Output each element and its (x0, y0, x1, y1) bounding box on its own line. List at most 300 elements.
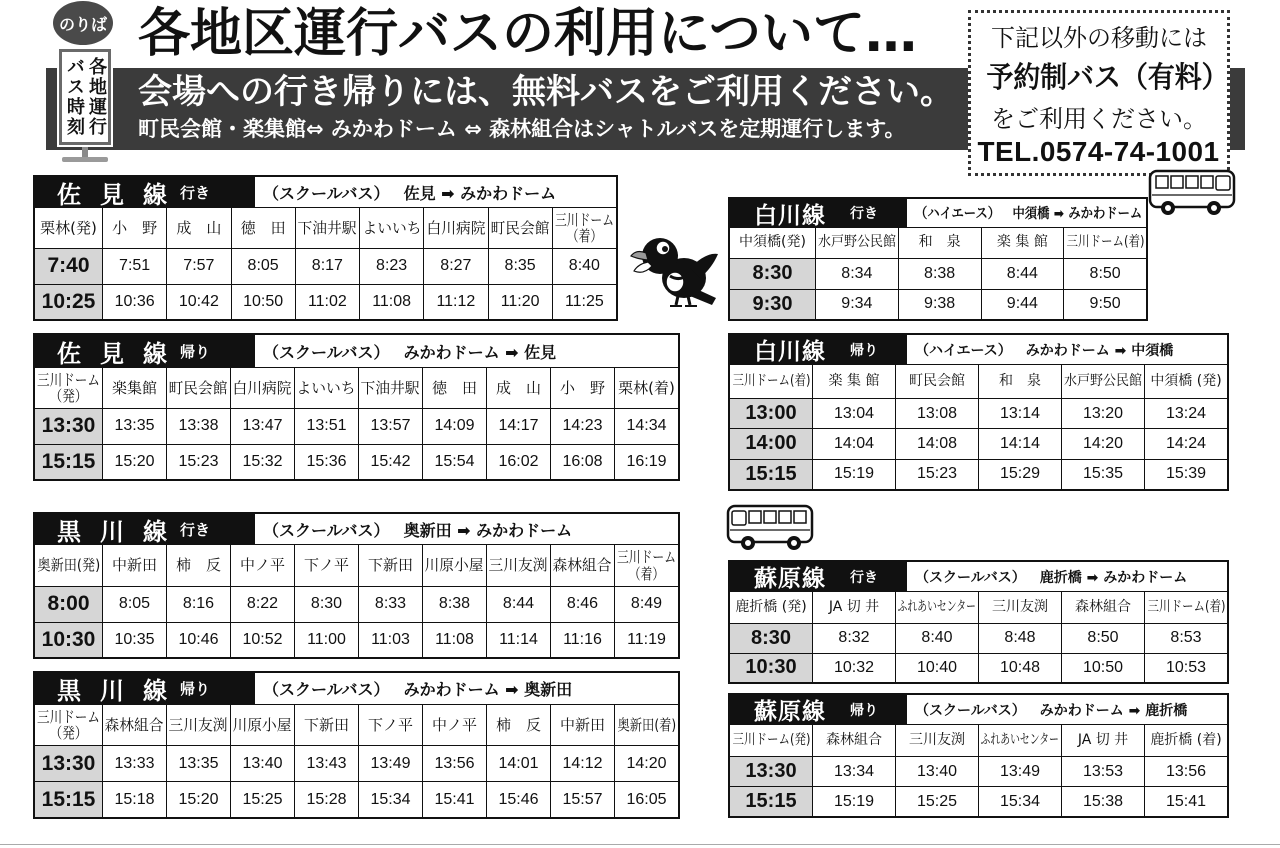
departure-time-cell (730, 460, 812, 489)
stop-header-cell (167, 368, 230, 408)
stop-time: 13:08 (916, 404, 958, 422)
departure-time-cell (35, 285, 102, 320)
stop-name: 中新田 (111, 556, 157, 575)
stop-name: 下ノ平 (367, 715, 413, 734)
timetable-grid (730, 228, 1146, 319)
time-cell (295, 409, 358, 444)
stop-time: 11:14 (499, 630, 538, 648)
time-cell (487, 445, 550, 480)
stop-header-cell (35, 545, 102, 586)
stop-time: 16:05 (626, 790, 667, 808)
stop-name: 栗林(着) (618, 378, 675, 397)
departure-time: 8:30 (752, 262, 793, 285)
stop-time: 11:02 (307, 292, 347, 310)
stop-header-cell (899, 228, 981, 258)
route-box (907, 335, 1227, 364)
line-name: 白川線 (754, 202, 826, 229)
time-cell (1062, 429, 1144, 458)
stop-time: 10:53 (1165, 658, 1207, 676)
time-cell (896, 757, 978, 786)
stop-header-cell (615, 545, 678, 586)
stop-time: 13:40 (242, 754, 283, 772)
stop-header-cell (423, 545, 486, 586)
stop-time: 16:02 (498, 452, 539, 470)
time-cell (615, 623, 678, 658)
line-name: 蘇原線 (754, 566, 826, 592)
time-cell (103, 285, 166, 320)
time-cell (813, 787, 895, 816)
departure-time-cell (35, 409, 102, 444)
time-cell (615, 587, 678, 622)
stop-header-cell (103, 368, 166, 408)
stop-time: 13:53 (1082, 762, 1124, 780)
stop-name: 小 野 (112, 218, 158, 237)
time-cell (103, 746, 166, 781)
stop-header-cell (359, 368, 422, 408)
stop-time: 10:42 (178, 292, 219, 310)
sign-text-right: 各地運行 (86, 57, 107, 137)
stop-name: 三川友渕 (168, 715, 228, 734)
stop-time: 15:23 (916, 465, 958, 483)
time-cell (296, 249, 359, 284)
time-cell (1064, 290, 1146, 320)
time-cell (979, 460, 1061, 489)
bus-icon (1148, 168, 1238, 218)
stop-time: 15:20 (178, 790, 219, 808)
time-cell (231, 623, 294, 658)
stop-name: 中ノ平 (431, 715, 477, 734)
stop-time: 13:51 (306, 417, 347, 435)
time-cell (896, 429, 978, 458)
stop-time: 11:00 (307, 630, 346, 648)
time-cell (424, 249, 487, 284)
departure-time-cell (730, 787, 812, 816)
notice-line-text: をご利用ください。 (991, 104, 1207, 133)
time-cell (359, 782, 422, 817)
line-name-box (730, 562, 907, 591)
stop-time: 14:17 (498, 417, 539, 435)
page-title-text: 各地区運行バスの利用について… (138, 4, 917, 64)
time-cell (231, 587, 294, 622)
timetable-grid (35, 545, 678, 657)
stop-time: 10:35 (114, 630, 155, 648)
shuttle-note-text: 町民会館・楽集館⇔ みかわドーム ⇔ 森林組合はシャトルバスを定期運行します。 (138, 117, 906, 141)
route-text (263, 677, 572, 700)
stop-time: 9:50 (1089, 295, 1121, 313)
stop-time: 13:34 (833, 762, 875, 780)
stop-time: 7:51 (119, 257, 151, 275)
departure-time-cell (730, 654, 812, 683)
stop-time: 14:20 (1082, 434, 1124, 452)
timetable-sohara-return (728, 693, 1229, 818)
stop-name: 三川友渕 (992, 598, 1048, 615)
time-cell (615, 409, 678, 444)
stop-time: 8:22 (246, 595, 279, 613)
stop-header-cell (295, 705, 358, 745)
timetable-title-bar (730, 562, 1227, 591)
stop-time: 8:34 (841, 264, 873, 282)
stop-name: JA 切 井 (828, 598, 880, 615)
stop-header-cell (551, 545, 614, 586)
stop-name: 三川ドーム （着） (554, 210, 614, 245)
stop-time: 8:44 (502, 595, 535, 613)
stop-name: 下油井駅 (360, 378, 420, 397)
stop-time: 13:14 (999, 404, 1041, 422)
timetable-grid (35, 368, 678, 479)
time-cell (423, 782, 486, 817)
time-cell (359, 746, 422, 781)
vehicle-type-label: （ハイエース） (915, 342, 1012, 359)
stop-header-cell (489, 208, 552, 248)
stop-name: 町民会館 (168, 378, 228, 397)
direction-label: 行き (180, 520, 211, 539)
stop-header-cell (730, 725, 812, 756)
time-cell (1145, 399, 1227, 428)
stop-time: 15:28 (306, 790, 347, 808)
stop-header-cell (359, 545, 422, 586)
time-cell (979, 399, 1061, 428)
stop-name: 楽集館 (111, 378, 157, 397)
page-subtitle (138, 72, 958, 112)
timetable-shirakawa-return (728, 333, 1229, 491)
stop-time: 15:35 (1082, 465, 1124, 483)
stop-time: 13:49 (999, 762, 1041, 780)
stop-header-cell (231, 545, 294, 586)
route-box (255, 177, 616, 207)
departure-time-cell (730, 429, 812, 458)
time-cell (296, 285, 359, 320)
timetable-shirakawa-outbound (728, 197, 1148, 321)
stop-time: 8:16 (182, 595, 215, 613)
time-cell (103, 587, 166, 622)
stop-time: 15:36 (306, 452, 347, 470)
stop-time: 11:08 (372, 292, 412, 310)
stop-name: 柿 反 (495, 715, 541, 734)
stop-header-cell (896, 592, 978, 623)
stop-name: JA 切 井 (1077, 731, 1129, 748)
stop-name: 三川ドーム(着) (732, 372, 810, 389)
time-cell (979, 787, 1061, 816)
time-cell (551, 746, 614, 781)
time-cell (1145, 757, 1227, 786)
time-cell (551, 445, 614, 480)
departure-time-cell (35, 623, 102, 658)
notice-line (977, 18, 1221, 53)
stop-name: 森林組合 (826, 731, 882, 748)
time-cell (551, 587, 614, 622)
direction-label: 行き (180, 183, 211, 202)
time-cell (615, 746, 678, 781)
stop-header-cell (424, 208, 487, 248)
stop-time: 15:42 (370, 452, 411, 470)
time-cell (359, 623, 422, 658)
phone-number-text: TEL.0574-74-1001 (977, 135, 1221, 167)
stop-header-cell (295, 545, 358, 586)
stop-name: 和 泉 (918, 234, 961, 251)
stop-time: 8:38 (924, 264, 956, 282)
departure-time: 15:15 (745, 790, 797, 812)
departure-time: 9:30 (752, 292, 793, 315)
stop-header-cell (896, 365, 978, 398)
time-cell (813, 757, 895, 786)
vehicle-type-label: （スクールバス） (263, 342, 390, 362)
time-cell (295, 587, 358, 622)
time-cell (489, 285, 552, 320)
stop-name: 川原小屋 (424, 556, 484, 575)
stop-name: 下新田 (303, 715, 349, 734)
stop-time: 8:17 (311, 257, 343, 275)
stop-name: 徳 田 (240, 218, 286, 237)
departure-time: 7:40 (47, 254, 90, 278)
stop-name: 白川病院 (232, 378, 292, 397)
time-cell (896, 787, 978, 816)
time-cell (487, 623, 550, 658)
stop-header-cell (35, 368, 102, 408)
route-label: みかわドーム ➡ 鹿折橋 (1039, 702, 1188, 719)
time-cell (295, 746, 358, 781)
time-cell (295, 782, 358, 817)
stop-name: 下ノ平 (303, 556, 349, 575)
time-cell (103, 409, 166, 444)
stop-time: 15:46 (498, 790, 539, 808)
timetable-kurokawa-outbound (33, 512, 680, 659)
stop-time: 8:23 (376, 257, 408, 275)
stop-time: 13:57 (370, 417, 411, 435)
line-name-box (730, 199, 907, 227)
stop-name: 成 山 (495, 378, 541, 397)
route-text (915, 203, 1142, 223)
time-cell (231, 746, 294, 781)
timetable-sami-outbound (33, 175, 618, 321)
stop-time: 8:05 (118, 595, 151, 613)
route-text (915, 340, 1173, 360)
time-cell (423, 746, 486, 781)
time-cell (615, 782, 678, 817)
stop-name: ふれあいセンター (980, 731, 1060, 748)
stop-header-cell (1145, 592, 1227, 623)
time-cell (423, 623, 486, 658)
departure-time: 13:30 (41, 414, 96, 438)
stop-time: 15:54 (434, 452, 475, 470)
departure-time: 13:00 (745, 402, 797, 425)
stop-time: 10:52 (242, 630, 283, 648)
time-cell (1062, 624, 1144, 653)
stop-name: 徳 田 (431, 378, 477, 397)
stop-time: 15:25 (916, 792, 958, 810)
stop-name: 森林組合 (1075, 598, 1131, 615)
stop-time: 13:33 (114, 754, 155, 772)
time-cell (232, 285, 295, 320)
departure-time: 13:30 (41, 751, 96, 775)
time-cell (551, 782, 614, 817)
line-name-box (35, 673, 255, 704)
stop-time: 13:35 (114, 417, 155, 435)
stop-time: 15:20 (114, 452, 155, 470)
departure-time: 8:00 (47, 592, 90, 616)
reservation-notice (968, 10, 1230, 176)
time-cell (167, 285, 230, 320)
stop-time: 15:38 (1082, 792, 1124, 810)
stop-time: 15:34 (999, 792, 1041, 810)
stop-header-cell (231, 368, 294, 408)
stop-time: 10:50 (1082, 658, 1124, 676)
time-cell (551, 409, 614, 444)
time-cell (103, 445, 166, 480)
stop-header-cell (813, 365, 895, 398)
stop-name: 三川友渕 (909, 731, 965, 748)
route-box (255, 514, 678, 544)
time-cell (1062, 787, 1144, 816)
stop-time: 14:24 (1165, 434, 1207, 452)
stop-time: 15:39 (1165, 465, 1207, 483)
stop-name: 中新田 (559, 715, 605, 734)
stop-header-cell (979, 365, 1061, 398)
stop-time: 13:43 (306, 754, 347, 772)
departure-time-cell (35, 782, 102, 817)
timetable-title-bar (35, 673, 678, 704)
departure-time-cell (730, 624, 812, 653)
stop-time: 15:57 (562, 790, 603, 808)
stop-name: よいいち (362, 218, 422, 237)
time-cell (1145, 787, 1227, 816)
stop-name: 中ノ平 (239, 556, 285, 575)
stop-time: 8:48 (1004, 629, 1036, 647)
stop-time: 8:35 (504, 257, 536, 275)
timetable-title-bar (730, 695, 1227, 724)
route-text (263, 340, 556, 363)
stop-name: 三川ドーム （発） (37, 370, 101, 405)
stop-name: 楽 集 館 (828, 372, 880, 389)
route-label: みかわドーム ➡ 佐見 (403, 342, 557, 362)
stop-header-cell (730, 228, 815, 258)
page-title (138, 4, 958, 64)
stop-time: 15:32 (242, 452, 283, 470)
route-box (907, 199, 1146, 227)
time-cell (816, 259, 898, 289)
stop-header-cell (1145, 365, 1227, 398)
stop-header-cell (816, 228, 898, 258)
stop-name: 成 山 (176, 218, 222, 237)
stop-name: 鹿折橋 (着) (1150, 731, 1222, 748)
timetable-grid (730, 592, 1227, 682)
stop-header-cell (103, 208, 166, 248)
stop-time: 13:35 (178, 754, 219, 772)
stop-time: 11:03 (371, 630, 410, 648)
stop-header-cell (423, 368, 486, 408)
page-subtitle-text: 会場への行き帰りには、無料バスをご利用ください。 (138, 72, 954, 112)
timetable-title-bar (35, 177, 616, 207)
stop-time: 13:47 (242, 417, 283, 435)
direction-label: 帰り (850, 702, 878, 719)
stop-header-cell (553, 208, 616, 248)
time-cell (899, 259, 981, 289)
time-cell (167, 587, 230, 622)
time-cell (1064, 259, 1146, 289)
stop-time: 15:19 (833, 465, 875, 483)
stop-time: 14:20 (626, 754, 667, 772)
time-cell (1062, 460, 1144, 489)
stop-time: 8:40 (568, 257, 600, 275)
stop-time: 14:08 (916, 434, 958, 452)
time-cell (813, 624, 895, 653)
stop-header-cell (103, 545, 166, 586)
stop-time: 8:38 (438, 595, 471, 613)
stop-time: 11:20 (500, 292, 540, 310)
time-cell (816, 290, 898, 320)
stop-time: 13:24 (1165, 404, 1207, 422)
time-cell (167, 409, 230, 444)
stop-header-cell (615, 705, 678, 745)
stop-time: 15:23 (178, 452, 219, 470)
stop-header-cell (360, 208, 423, 248)
sign-base (62, 157, 108, 162)
timetable-title-bar (730, 199, 1146, 227)
stop-time: 15:18 (114, 790, 155, 808)
time-cell (896, 624, 978, 653)
stop-time: 16:08 (562, 452, 603, 470)
stop-header-cell (615, 368, 678, 408)
timetable-kurokawa-return (33, 671, 680, 819)
route-label: 佐見 ➡ みかわドーム (403, 183, 557, 203)
route-label: みかわドーム ➡ 中須橋 (1025, 342, 1174, 359)
time-cell (359, 445, 422, 480)
direction-label: 行き (850, 206, 878, 222)
stop-time: 8:33 (374, 595, 407, 613)
stop-header-cell (487, 705, 550, 745)
time-cell (231, 445, 294, 480)
stop-time: 8:50 (1087, 629, 1119, 647)
stop-time: 11:16 (563, 630, 602, 648)
time-cell (103, 782, 166, 817)
stop-time: 13:56 (1165, 762, 1207, 780)
time-cell (979, 624, 1061, 653)
shuttle-note (138, 115, 958, 145)
time-cell (167, 249, 230, 284)
time-cell (423, 587, 486, 622)
stop-header-cell (295, 368, 358, 408)
crow-mascot-icon (630, 228, 720, 308)
stop-header-cell (1062, 725, 1144, 756)
time-cell (489, 249, 552, 284)
line-name: 佐見線 (57, 339, 186, 368)
stop-header-cell (487, 368, 550, 408)
time-cell (295, 445, 358, 480)
direction-label: 行き (850, 569, 878, 586)
timetable-title-bar (730, 335, 1227, 364)
stop-time: 13:20 (1082, 404, 1124, 422)
time-cell (1062, 757, 1144, 786)
timetable-title-bar (35, 514, 678, 544)
stop-name: 三川ドーム(着) (1066, 234, 1145, 251)
time-cell (1062, 399, 1144, 428)
stop-name: 中須橋 (発) (1150, 372, 1222, 389)
time-cell (487, 782, 550, 817)
stop-time: 11:25 (564, 292, 604, 310)
time-cell (813, 460, 895, 489)
time-cell (231, 409, 294, 444)
stop-time: 8:27 (440, 257, 472, 275)
stop-header-cell (979, 592, 1061, 623)
time-cell (167, 746, 230, 781)
time-cell (899, 290, 981, 320)
line-name-box (35, 514, 255, 544)
notice-emphasis (977, 55, 1229, 96)
time-cell (360, 249, 423, 284)
notice-line (977, 99, 1221, 134)
timetable-sami-return (33, 333, 680, 481)
stop-time: 8:40 (921, 629, 953, 647)
route-box (907, 695, 1227, 724)
